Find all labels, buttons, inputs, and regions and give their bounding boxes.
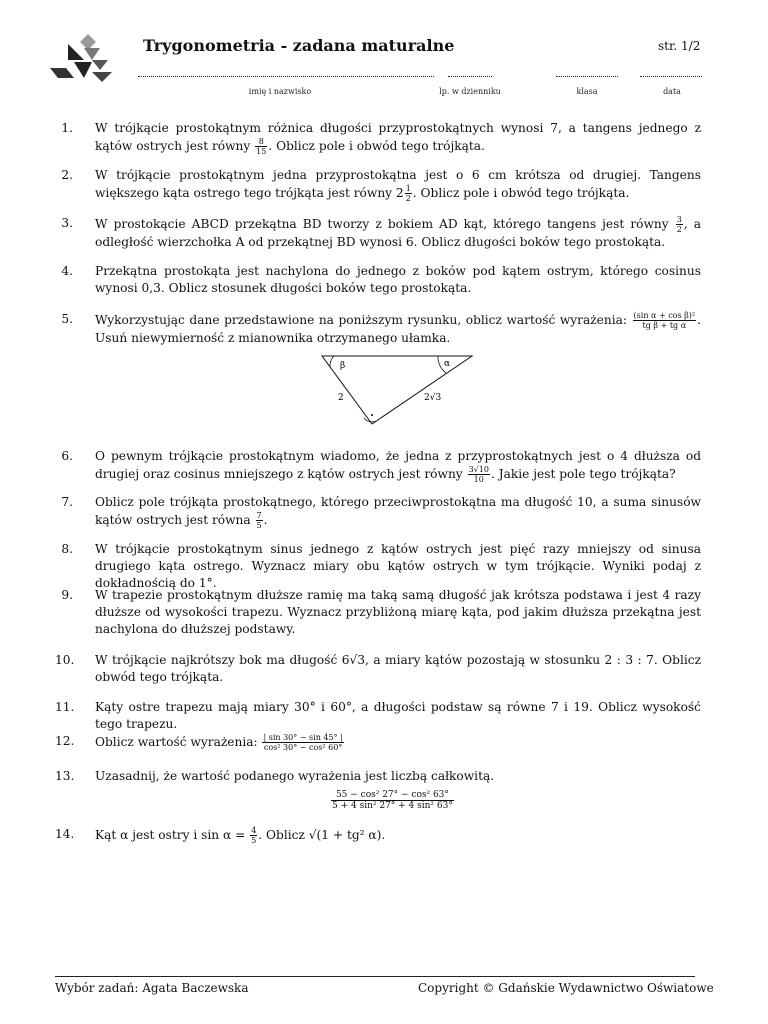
problem-number: 13. (55, 769, 75, 783)
angle-beta-label: β (340, 361, 346, 371)
problem-number: 8. (61, 542, 73, 556)
fraction: $\frac{7}{5}$ (256, 511, 262, 530)
triangle-figure (318, 352, 478, 428)
footer-divider (55, 976, 695, 977)
class-field-label: klasa (576, 87, 598, 96)
name-field-line[interactable] (138, 76, 434, 77)
problem-text: Kąt α jest ostry i sin α = $\frac{4}{5}$ . Oblicz √(1 + tg² α). (95, 826, 386, 845)
fraction: $\frac{3√10}{10}$ (468, 465, 489, 484)
footer-author: Wybór zadań: Agata Baczewska (55, 981, 249, 995)
problem-text: W trójkącie prostokątnym sinus jednego z kątów ostrych jest pięć razy mniejszy od sinusa drugiego kąta ostrego. Wyznacz miary obu kątów ostrych w tym trójkącie. Wyniki podaj z dokładnością do 1°. (95, 542, 701, 590)
problem-text: W trapezie prostokątnym dłuższe ramię ma taką samą długość jak krótsza podstawa i jest 4 razy dłuższe od wysokości trapezu. Wyznacz przybliżoną miarę kąta, pod jakim dłuższa przekątna jest nachylona do dłuższej podstawy. (95, 588, 701, 636)
problem-number: 12. (55, 734, 75, 748)
problem-text: W trójkącie prostokątnym różnica długości przyprostokątnych wynosi 7, a tangens jednego z kątów ostrych jest równy $\frac{8}{15}$ . Oblicz pole i obwód tego trójkąta. (95, 121, 701, 156)
fraction: $\frac{3}{2}$ (676, 215, 682, 234)
publisher-logo (48, 34, 114, 86)
problem-text: Oblicz pole trójkąta prostokątnego, którego przeciwprostokątna ma długość 10, a suma sinusów kątów ostrych jest równa $\frac{7}{5}$ . (95, 495, 701, 530)
problem-text: W trójkącie prostokątnym jedna przyprostokątna jest o 6 cm krótsza od drugiej. Tangens większego kąta ostrego tego trójkąta jest równy 2 $\frac{1}{2}$ . Oblicz pole i obwód tego trójkąta. (95, 168, 701, 203)
fraction: $\frac{\text{55 − cos² 27° − cos² 63°}}{\text{5 + 4 sin² 27° + 4 sin² 63°}}$ (332, 790, 453, 811)
name-field-label: imię i nazwisko (248, 87, 312, 96)
fraction: $\frac{1}{2}$ (405, 184, 411, 203)
problem-number: 2. (61, 168, 73, 182)
problem-text: W prostokącie ABCD przekątna BD tworzy z bokiem AD kąt, którego tangens jest równy $\frac{3}{2}$ , a odległość wierzchołka A od przekątnej BD wynosi 6. Oblicz długości boków tego prostokąta. (95, 215, 701, 249)
date-field-label: data (663, 87, 681, 96)
problem-13-formula (330, 790, 455, 811)
problem-text: Oblicz wartość wyrażenia: $\frac{| \sin 30^\circ - \sin 45^\circ |}{\text{cos² 30° − cos² 60°}}$ (95, 733, 343, 752)
problem-text: Przekątna prostokąta jest nachylona do jednego z boków pod kątem ostrym, którego cosinus wynosi 0,3. Oblicz stosunek długości boków tego prostokąta. (95, 264, 701, 295)
date-field-line[interactable] (640, 76, 702, 77)
fraction: $\frac{8}{15}$ (256, 137, 267, 156)
angle-alpha-label: α (444, 359, 451, 369)
footer-copyright: Copyright © Gdańskie Wydawnictwo Oświatowe (418, 981, 714, 995)
left-side-label: 2 (338, 393, 344, 403)
problem-text: O pewnym trójkącie prostokątnym wiadomo, że jedna z przyprostokątnych jest o 4 dłuższa od drugiej oraz cosinus mniejszego z kątów ostrych jest równy $\frac{3√10}{10}$ . Jakie jest pole tego trójkąta? (95, 449, 701, 484)
problem-text: W trójkącie najkrótszy bok ma długość 6√3, a miary kątów pozostają w stosunku 2 : 3 : 7. Oblicz obwód tego trójkąta. (95, 653, 701, 684)
problem-number: 14. (55, 827, 75, 841)
problem-number: 11. (55, 700, 75, 714)
worksheet-title: Trygonometria - zadana maturalne (143, 36, 455, 55)
problem-text: Wykorzystując dane przedstawione na poniższym rysunku, oblicz wartość wyrażenia: $\frac{\text{(sin α + cos β)²}}{\text{tg β + tg α}}$ . Usuń niewymierność z mianownika otrzymanego ułamka. (95, 311, 701, 345)
problem-number: 7. (61, 495, 73, 509)
problem-number: 1. (61, 121, 73, 135)
fraction: $\frac{| \sin 30^\circ - \sin 45^\circ |}{\text{cos² 30° − cos² 60°}}$ (263, 733, 343, 752)
fraction: $\frac{\text{(sin α + cos β)²}}{\text{tg β + tg α}}$ (633, 311, 696, 330)
problem-text: Kąty ostre trapezu mają miary 30° i 60°, a długości podstaw są równe 7 i 19. Oblicz wysokość tego trapezu. (95, 700, 701, 731)
page-number: str. 1/2 (658, 39, 701, 53)
problem-number: 6. (61, 449, 73, 463)
problem-number: 3. (61, 216, 73, 230)
problem-number: 4. (61, 264, 73, 278)
register-number-field-label: lp. w dzienniku (439, 87, 501, 96)
right-side-label: 2√3 (424, 393, 442, 403)
problem-number: 9. (61, 588, 73, 602)
class-field-line[interactable] (556, 76, 618, 77)
register-number-field-line[interactable] (448, 76, 492, 77)
fraction: $\frac{4}{5}$ (251, 826, 257, 845)
problem-text: Uzasadnij, że wartość podanego wyrażenia jest liczbą całkowitą. (95, 769, 495, 783)
problem-number: 10. (55, 653, 75, 667)
problem-number: 5. (61, 312, 73, 326)
